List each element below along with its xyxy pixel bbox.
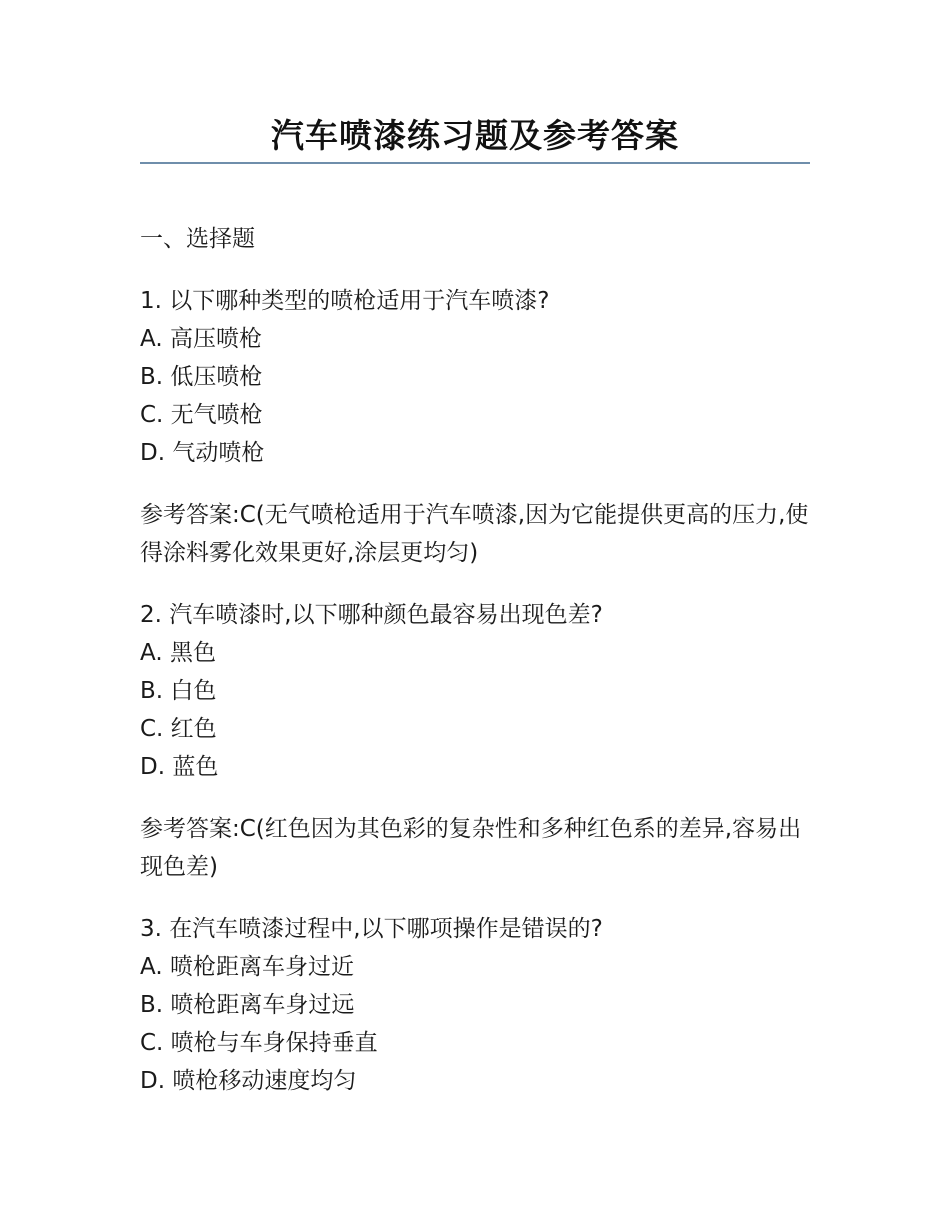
- option-c: C. 红色: [140, 716, 217, 742]
- option-a: A. 高压喷枪: [140, 326, 262, 352]
- document-title: 汽车喷漆练习题及参考答案: [271, 116, 679, 155]
- question-block: [140, 910, 810, 1100]
- option-c: C. 无气喷枪: [140, 402, 263, 428]
- title-divider: [140, 162, 810, 164]
- spacer: [140, 572, 810, 596]
- spacer: [140, 886, 810, 910]
- option-d: D. 气动喷枪: [140, 440, 265, 466]
- option-b: B. 低压喷枪: [140, 364, 263, 390]
- document-body: [140, 220, 810, 1100]
- question-stem: 2. 汽车喷漆时,以下哪种颜色最容易出现色差?: [140, 602, 603, 628]
- question-stem: 3. 在汽车喷漆过程中,以下哪项操作是错误的?: [140, 916, 603, 942]
- question-block: [140, 282, 810, 572]
- answer-text: 参考答案:C(红色因为其色彩的复杂性和多种红色系的差异,容易出现色差): [140, 816, 802, 880]
- option-c: C. 喷枪与车身保持垂直: [140, 1030, 378, 1056]
- answer-text: 参考答案:C(无气喷枪适用于汽车喷漆,因为它能提供更高的压力,使得涂料雾化效果更好,涂层更均匀): [140, 502, 809, 566]
- question-stem: 1. 以下哪种类型的喷枪适用于汽车喷漆?: [140, 288, 550, 314]
- option-d: D. 蓝色: [140, 754, 219, 780]
- question-block: [140, 596, 810, 886]
- option-b: B. 白色: [140, 678, 217, 704]
- spacer: [140, 258, 810, 282]
- option-d: D. 喷枪移动速度均匀: [140, 1068, 357, 1094]
- spacer: [140, 472, 810, 496]
- option-a: A. 黑色: [140, 640, 216, 666]
- option-b: B. 喷枪距离车身过远: [140, 992, 355, 1018]
- spacer: [140, 786, 810, 810]
- section-heading: 一、选择题: [140, 226, 255, 252]
- option-a: A. 喷枪距离车身过近: [140, 954, 354, 980]
